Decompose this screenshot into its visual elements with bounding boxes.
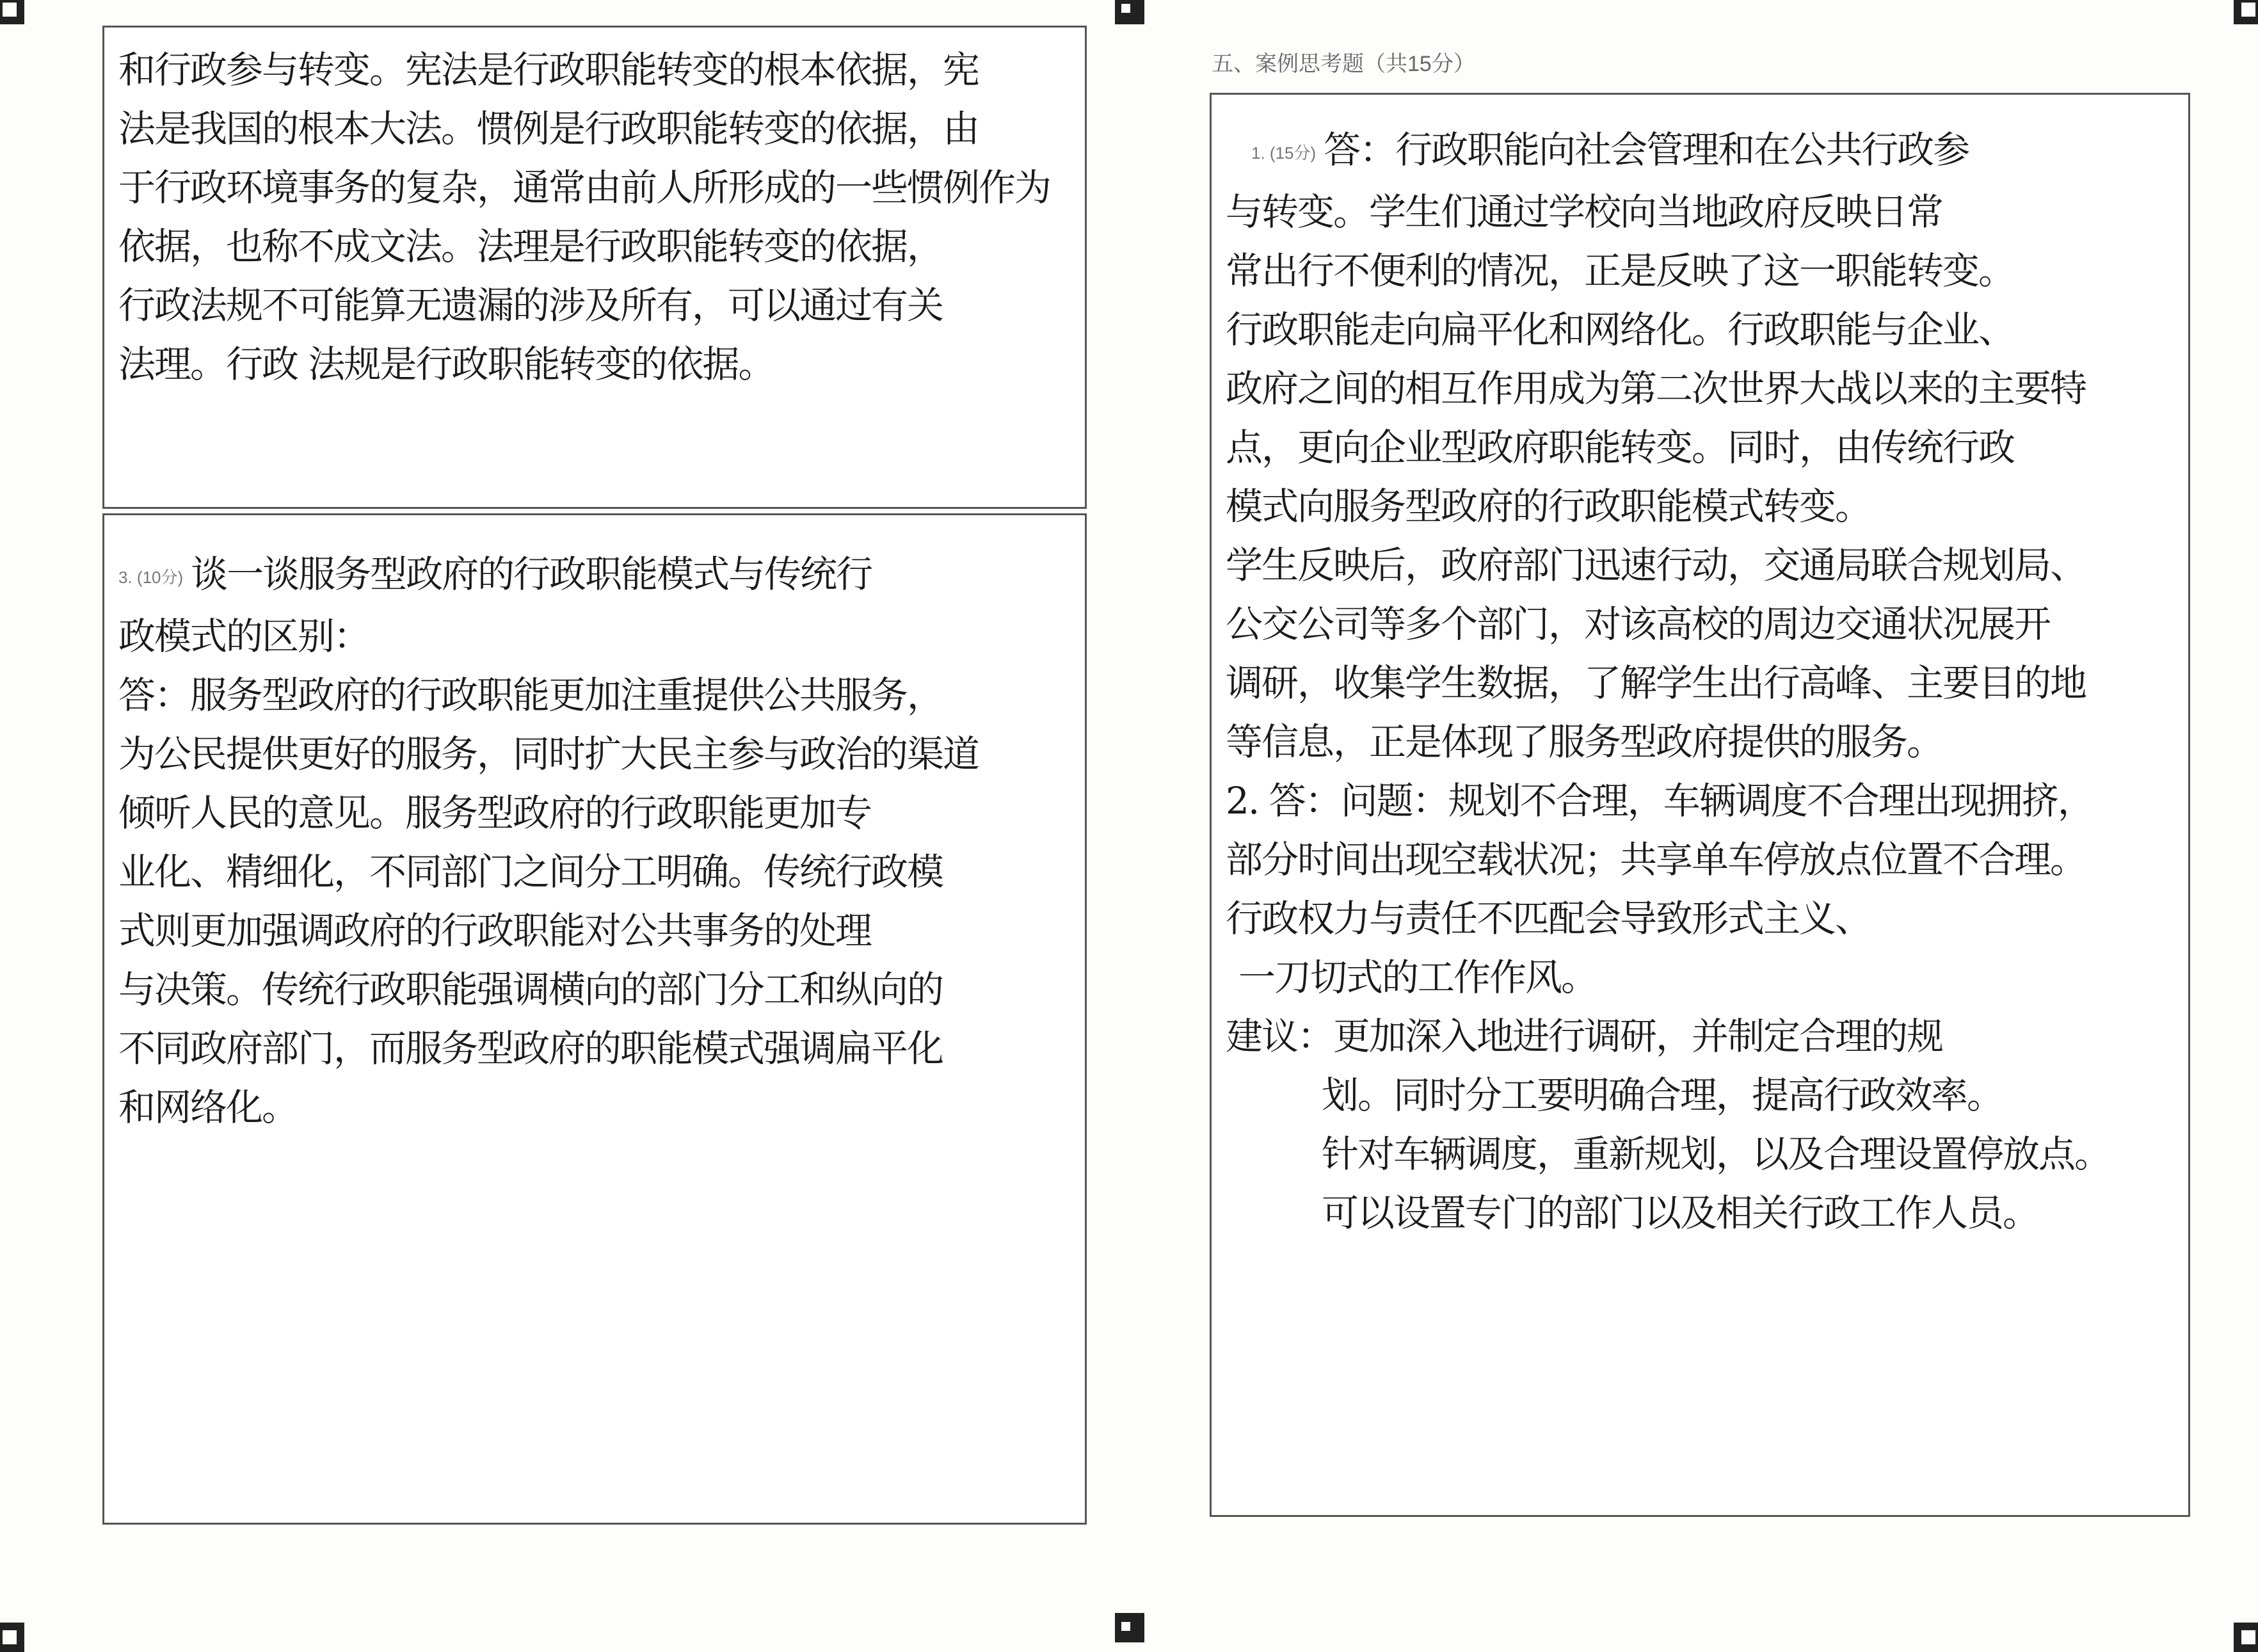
- handwritten-line: 针对车辆调度，重新规划，以及合理设置停放点。: [1322, 1132, 2111, 1176]
- handwritten-line: 行政职能走向扁平化和网络化。行政职能与企业、: [1226, 307, 2015, 351]
- case-question-1-label: 1. (15分): [1251, 143, 1317, 163]
- handwritten-line: 和行政参与转变。宪法是行政职能转变的根本依据，宪: [118, 48, 979, 92]
- handwritten-line: 法是我国的根本大法。惯例是行政职能转变的依据，由: [118, 107, 979, 150]
- handwritten-line: 可以设置专门的部门以及相关行政工作人员。: [1322, 1191, 2039, 1235]
- corner-marker-top-left: [0, 0, 24, 24]
- handwritten-line: 依据，也称不成文法。法理是行政职能转变的依据，: [118, 225, 943, 268]
- handwritten-line: 行政权力与责任不匹配会导致形式主义、: [1226, 896, 1871, 940]
- handwritten-line: 模式向服务型政府的行政职能模式转变。: [1226, 484, 1871, 528]
- handwritten-line: 于行政环境事务的复杂，通常由前人所形成的一些惯例作为: [118, 166, 1051, 209]
- handwritten-line: 建议：更加深入地进行调研，并制定合理的规: [1226, 1014, 1943, 1058]
- handwritten-line: 与转变。学生们通过学校向当地政府反映日常: [1226, 189, 1943, 234]
- handwritten-line: 行政法规不可能算无遗漏的涉及所有，可以通过有关: [118, 284, 943, 327]
- handwritten-line: 政府之间的相互作用成为第二次世界大战以来的主要特: [1226, 366, 2086, 410]
- question-3-prompt-line: 3. (10分) 谈一谈服务型政府的行政职能模式与传统行: [118, 552, 872, 596]
- handwritten-line: 等信息，正是体现了服务型政府提供的服务。: [1226, 719, 1943, 764]
- answer-box-case-question: [1210, 93, 2190, 1517]
- corner-marker-top-center: [1115, 0, 1144, 24]
- corner-marker-bottom-right: [2234, 1623, 2258, 1652]
- handwritten-line: 一刀切式的工作作风。: [1238, 955, 1597, 999]
- handwritten-line: 法理。行政 法规是行政职能转变的依据。: [118, 342, 774, 386]
- corner-marker-bottom-center: [1115, 1613, 1144, 1642]
- handwritten-line: 调研，收集学生数据，了解学生出行高峰、主要目的地: [1226, 661, 2086, 705]
- case-question-1-line: 1. (15分) 答：行政职能向社会管理和在公共行政参: [1251, 128, 1969, 172]
- handwritten-line: 与决策。传统行政职能强调横向的部门分工和纵向的: [118, 967, 943, 1011]
- handwritten-line: 答：服务型政府的行政职能更加注重提供公共服务，: [118, 673, 943, 717]
- handwritten-line: 学生反映后，政府部门迅速行动，交通局联合规划局、: [1226, 543, 2086, 587]
- handwritten-line: 划。同时分工要明确合理，提高行政效率。: [1322, 1073, 2003, 1117]
- corner-marker-top-right: [2234, 0, 2258, 24]
- corner-marker-bottom-left: [0, 1623, 24, 1652]
- handwritten-line: 不同政府部门，而服务型政府的职能模式强调扁平化: [118, 1026, 943, 1070]
- handwritten-line: 业化、精细化，不同部门之间分工明确。传统行政模: [118, 849, 943, 894]
- handwritten-line: 倾听人民的意见。服务型政府的行政职能更加专: [118, 790, 872, 835]
- answer-box-question-3: [102, 513, 1087, 1525]
- handwritten-line: 2. 答：问题：规划不合理，车辆调度不合理出现拥挤，: [1226, 778, 2094, 822]
- handwritten-line: 式则更加强调政府的行政职能对公共事务的处理: [118, 908, 872, 952]
- handwritten-line: 为公民提供更好的服务，同时扩大民主参与政治的渠道: [118, 732, 979, 776]
- handwritten-line: 点，更向企业型政府职能转变。同时，由传统行政: [1226, 425, 2015, 469]
- section-title: 五、案例思考题（共15分）: [1212, 52, 1475, 76]
- handwritten-line: 和网络化。: [118, 1085, 298, 1129]
- handwritten-line: 公交公司等多个部门，对该高校的周边交通状况展开: [1226, 602, 2051, 646]
- handwritten-line: 常出行不便利的情况，正是反映了这一职能转变。: [1226, 248, 2015, 293]
- handwritten-line: 政模式的区别：: [118, 614, 370, 658]
- question-3-label: 3. (10分): [118, 567, 184, 587]
- handwritten-line: 部分时间出现空载状况；共享单车停放点位置不合理。: [1226, 837, 2086, 881]
- answer-box-continuation: [102, 26, 1087, 509]
